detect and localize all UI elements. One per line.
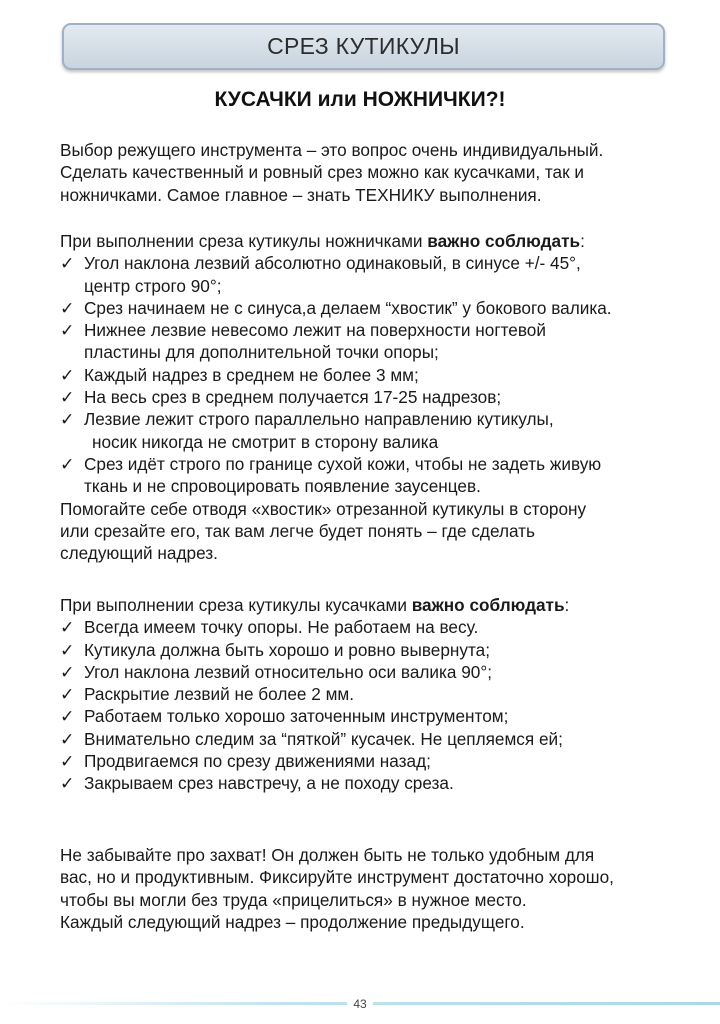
nippers-item: ✓ Продвигаемся по срезу движениями назад;	[60, 751, 431, 772]
check-icon: ✓	[60, 684, 75, 705]
scissors-after-line: следующий надрез.	[60, 543, 218, 564]
check-icon: ✓	[60, 364, 75, 385]
nippers-item: ✓ Работаем только хорошо заточенным инструментом;	[60, 706, 509, 727]
check-icon: ✓	[60, 409, 75, 430]
check-icon: ✓	[60, 453, 75, 474]
scissors-item-continuation: носик никогда не смотрит в сторону валика	[92, 431, 439, 452]
check-icon: ✓	[60, 617, 75, 638]
nippers-item: ✓ Раскрытие лезвий не более 2 мм.	[60, 684, 354, 705]
section-title: СРЕЗ КУТИКУЛЫ	[267, 33, 460, 59]
closing-line: чтобы вы могли без труда «прицелиться» в нужное место.	[60, 889, 527, 910]
scissors-lead: При выполнении среза кутикулы ножничками важно соблюдать:	[60, 231, 585, 251]
scissors-item-continuation: пластины для дополнительной точки опоры;	[84, 342, 439, 363]
section-banner	[62, 23, 665, 70]
check-icon: ✓	[60, 773, 75, 794]
check-icon: ✓	[60, 661, 75, 682]
page-number-wrap	[0, 997, 720, 1011]
nippers-lead: При выполнении среза кутикулы кусачками важно соблюдать:	[60, 595, 570, 615]
closing-paragraph	[60, 844, 680, 933]
scissors-after-line: или срезайте его, так вам легче будет понять – где сделать	[60, 520, 535, 541]
check-icon: ✓	[60, 253, 75, 274]
scissors-after-line: Помогайте себе отводя «хвостик» отрезанной кутикулы в сторону	[60, 498, 587, 519]
closing-line: Не забывайте про захват! Он должен быть не только удобным для	[60, 845, 595, 865]
intro-line: Выбор режущего инструмента – это вопрос очень индивидуальный.	[60, 140, 604, 160]
check-icon: ✓	[60, 297, 75, 318]
scissors-item: ✓ Лезвие лежит строго параллельно направлению кутикулы,	[60, 409, 554, 430]
check-icon: ✓	[60, 751, 75, 772]
nippers-item: ✓ Внимательно следим за “пяткой” кусачек. Не цепляемся ей;	[60, 728, 563, 749]
check-icon: ✓	[60, 728, 75, 749]
check-icon: ✓	[60, 706, 75, 727]
scissors-item: ✓ Срез идёт строго по границе сухой кожи, чтобы не задеть живую	[60, 453, 602, 474]
intro-line: ножничками. Самое главное – знать ТЕХНИКУ выполнения.	[60, 184, 542, 205]
page-number: 43	[347, 997, 372, 1011]
check-icon: ✓	[60, 387, 75, 408]
scissors-item-continuation: центр строго 90°;	[84, 275, 222, 296]
closing-line: Каждый следующий надрез – продолжение предыдущего.	[60, 911, 525, 932]
nippers-section	[60, 594, 680, 795]
scissors-item: ✓ Каждый надрез в среднем не более 3 мм;	[60, 364, 419, 385]
scissors-item: ✓ Срез начинаем не с синуса,а делаем “хвостик” у бокового валика.	[60, 297, 612, 318]
scissors-item: ✓ На весь срез в среднем получается 17-25 надрезов;	[60, 387, 502, 408]
intro-paragraph	[60, 139, 680, 206]
nippers-item: ✓ Закрываем срез навстречу, а не походу среза.	[60, 773, 454, 794]
check-icon: ✓	[60, 639, 75, 660]
scissors-item-continuation: ткань и не спровоцировать появление заусенцев.	[84, 476, 481, 497]
check-icon: ✓	[60, 320, 75, 341]
nippers-item: ✓ Всегда имеем точку опоры. Не работаем на весу.	[60, 617, 479, 638]
page-heading: КУСАЧКИ или НОЖНИЧКИ?!	[214, 88, 506, 111]
closing-line: вас, но и продуктивным. Фиксируйте инструмент достаточно хорошо,	[60, 867, 614, 888]
scissors-item: ✓ Угол наклона лезвий абсолютно одинаковый, в синусе +/- 45°,	[60, 253, 581, 274]
nippers-item: ✓ Кутикула должна быть хорошо и ровно вывернута;	[60, 639, 491, 660]
scissors-item: ✓ Нижнее лезвие невесомо лежит на поверхности ногтевой	[60, 320, 546, 341]
scissors-section	[60, 230, 680, 564]
intro-line: Сделать качественный и ровный срез можно как кусачками, так и	[60, 162, 584, 183]
nippers-item: ✓ Угол наклона лезвий относительно оси валика 90°;	[60, 661, 493, 682]
